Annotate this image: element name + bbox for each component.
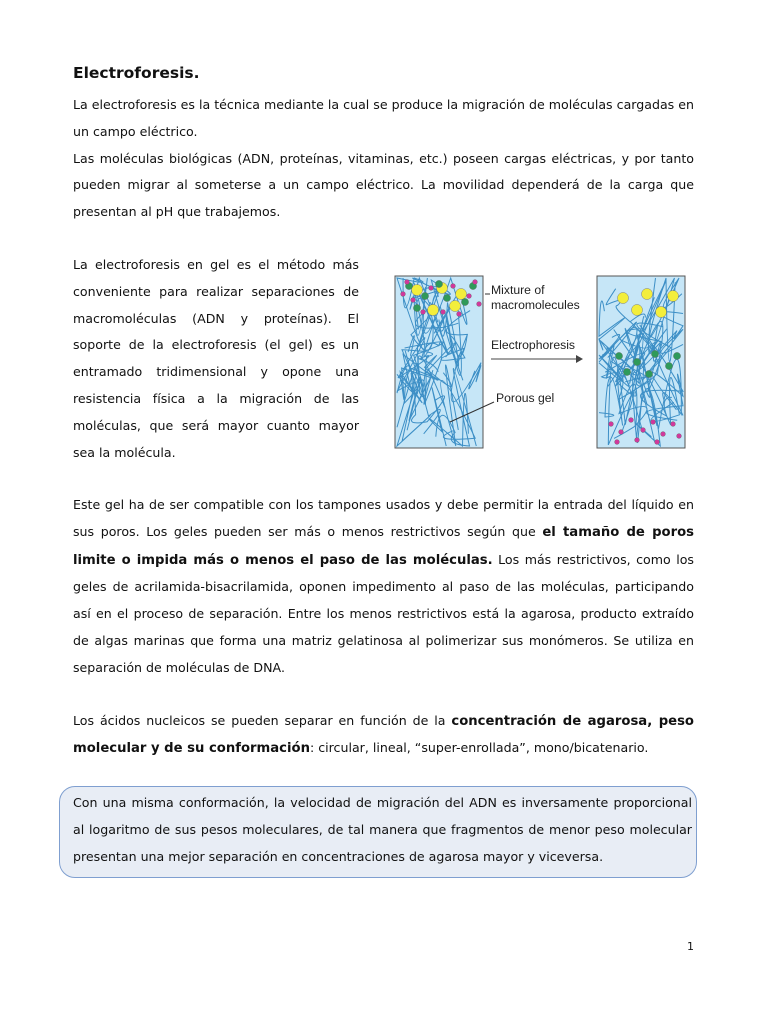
intro-paragraph-1: La electroforesis es la técnica mediante la cual se produce la migración de moléculas cargadas en un campo eléctrico. [73,97,694,139]
intro-paragraph-2: Las moléculas biológicas (ADN, proteínas, vitaminas, etc.) poseen cargas eléctricas, y por tanto pueden migrar al someterse a un campo eléctrico. La movilidad dependerá de la carga que presentan al pH que trabajemos. [73,150,694,220]
small-molecule [441,310,446,315]
label-mixture-line2: macromolecules [491,297,580,312]
medium-molecule [645,370,652,377]
highlight-box-text: Con una misma conformación, la velocidad de migración del ADN es inversamente proporcional al logaritmo de sus pesos moleculares, de tal manera que fragmentos de menor peso molecular presentan una mejor separación en concentraciones de agarosa mayor y viceversa. [73,795,692,864]
page-number: 1 [687,940,694,953]
small-molecule [629,418,634,423]
small-molecule [641,428,646,433]
medium-molecule [435,280,442,287]
arrow-head-icon [576,355,583,363]
small-molecule [473,280,478,285]
medium-molecule [651,350,658,357]
small-molecule [401,292,406,297]
small-molecule [677,434,682,439]
small-molecule [609,422,614,427]
large-molecule [642,288,653,299]
small-molecule [421,310,426,315]
medium-molecule [633,358,640,365]
medium-molecule [413,304,420,311]
electrophoresis-diagram [390,272,690,472]
medium-molecule [665,362,672,369]
gel-section [73,252,694,472]
label-mixture-line1: Mixture of [491,282,545,297]
gel-paragraph: La electroforesis en gel es el método más conveniente para realizar separaciones de macromoléculas (ADN y proteínas). El soporte de la electroforesis (el gel) es un entramado tridimensional y opone una resistencia física a la migración de las moléculas, que será mayor cuanto mayor sea la molécula. [73,256,359,460]
medium-molecule [673,352,680,359]
small-molecule [661,432,666,437]
large-molecule [668,290,679,301]
large-molecule [456,288,467,299]
small-molecule [671,422,676,427]
large-molecule [632,304,643,315]
small-molecule [429,286,434,291]
bold-agarose-factors: concentración de agarosa, peso molecular y de su conformación [73,713,694,757]
small-molecule [651,420,656,425]
label-porous-gel: Porous gel [496,390,555,405]
medium-molecule [615,352,622,359]
large-molecule [412,284,423,295]
small-molecule [635,438,640,443]
small-molecule [411,298,416,303]
electrophoresis-figure [390,272,690,472]
medium-molecule [461,298,468,305]
label-electrophoresis: Electrophoresis [491,337,575,352]
document-title: Electroforesis. [73,64,200,82]
small-molecule [467,294,472,299]
small-molecule [615,440,620,445]
large-molecule [428,304,439,315]
small-molecule [405,280,410,285]
highlight-box [59,786,697,878]
bold-pore-size: el tamaño de poros limite o impida más o menos el paso de las moléculas. [73,524,694,568]
small-molecule [655,440,660,445]
large-molecule [618,292,629,303]
small-molecule [451,284,456,289]
large-molecule [656,306,667,317]
medium-molecule [421,292,428,299]
paragraph-gel-properties: Este gel ha de ser compatible con los tampones usados y debe permitir la entrada del líquido en sus poros. Los geles pueden ser más o menos restrictivos según que el tamaño de poros limite o impida más o menos el paso de las moléculas. Los más restrictivos, como los geles de acrilamida-bisacrilamida, oponen impedimento al paso de las moléculas, participando así en el proceso de separación. Entre los menos restrictivos está la agarosa, producto extraído de algas marinas que forma una matriz gelatinosa al polimerizar sus monómeros. Se utiliza en separación de moléculas de DNA. [73,496,694,675]
medium-molecule [443,294,450,301]
small-molecule [457,312,462,317]
medium-molecule [623,368,630,375]
document-page [73,60,694,763]
small-molecule [619,430,624,435]
small-molecule [477,302,482,307]
large-molecule [450,300,461,311]
paragraph-nucleic-acids: Los ácidos nucleicos se pueden separar en función de la concentración de agarosa, peso molecular y de su conformación: circular, lineal, “super-enrollada”, mono/bicatenario. [73,712,694,757]
